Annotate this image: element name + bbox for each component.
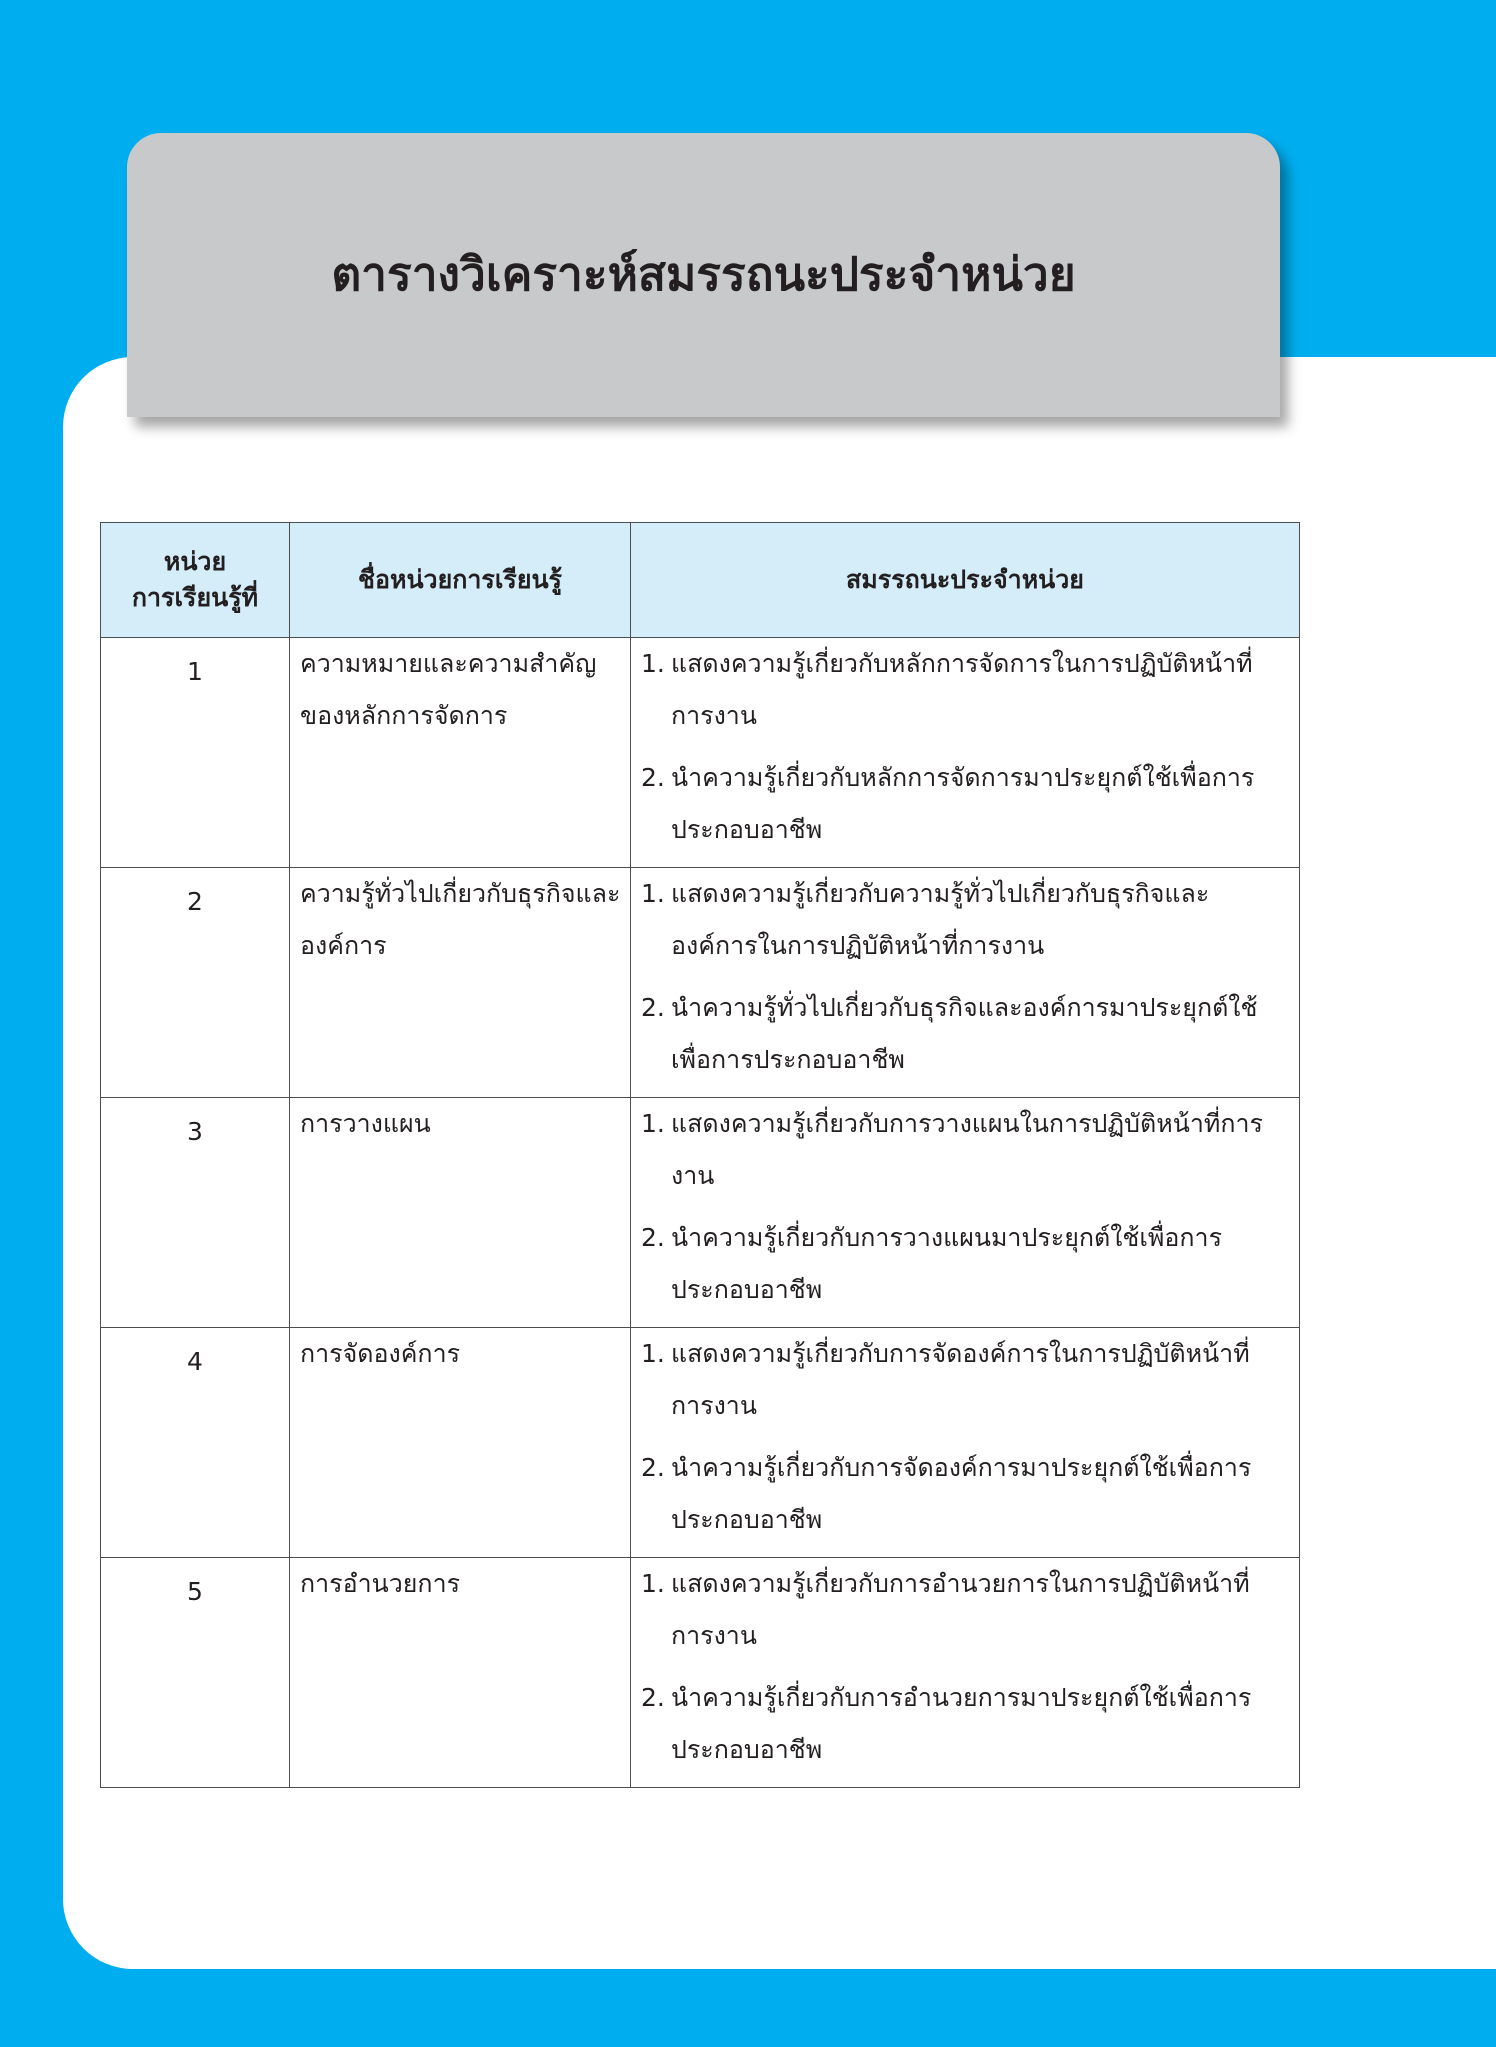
competency-text: แสดงความรู้เกี่ยวกับหลักการจัดการในการปฏิบัติหน้าที่การงาน	[671, 649, 1253, 730]
unit-number: 4	[187, 1347, 203, 1376]
competency-number: 1.	[641, 1569, 665, 1598]
competency-item	[641, 1328, 1291, 1432]
competency-number: 1.	[641, 649, 665, 678]
table-row	[101, 638, 1300, 868]
page-title: ตารางวิเคราะห์สมรรถนะประจำหน่วย	[331, 247, 1076, 301]
competency-table	[100, 522, 1300, 1788]
competency-number: 2.	[641, 1453, 665, 1482]
unit-number: 2	[187, 887, 203, 916]
title-banner	[127, 133, 1280, 417]
table-row	[101, 1098, 1300, 1328]
table-header-row	[101, 523, 1300, 638]
header-unit-no	[101, 523, 290, 638]
header-unit-no-line2: การเรียนรู้ที่	[131, 583, 259, 612]
unit-name-cell: การจัดองค์การ	[290, 1328, 631, 1558]
competency-item	[641, 1558, 1291, 1662]
competency-cell	[631, 1098, 1300, 1328]
unit-number-cell	[101, 1328, 290, 1558]
unit-number-cell	[101, 1558, 290, 1788]
competency-number: 2.	[641, 1683, 665, 1712]
unit-number-cell	[101, 868, 290, 1098]
unit-name-cell: การวางแผน	[290, 1098, 631, 1328]
competency-number: 2.	[641, 763, 665, 792]
competency-item	[641, 752, 1291, 856]
competency-number: 1.	[641, 879, 665, 908]
competency-item	[641, 982, 1291, 1086]
competency-cell	[631, 638, 1300, 868]
competency-item	[641, 1672, 1291, 1776]
competency-item	[641, 1212, 1291, 1316]
competency-text: นำความรู้ทั่วไปเกี่ยวกับธุรกิจและองค์การมาประยุกต์ใช้เพื่อการประกอบอาชีพ	[671, 993, 1258, 1074]
competency-text: แสดงความรู้เกี่ยวกับการจัดองค์การในการปฏิบัติหน้าที่การงาน	[671, 1339, 1250, 1420]
table-row	[101, 1328, 1300, 1558]
competency-cell	[631, 1328, 1300, 1558]
table-row	[101, 868, 1300, 1098]
competency-number: 1.	[641, 1339, 665, 1368]
competency-number: 2.	[641, 993, 665, 1022]
competency-number: 1.	[641, 1109, 665, 1138]
unit-number: 5	[187, 1577, 203, 1606]
header-unit-name: ชื่อหน่วยการเรียนรู้	[290, 523, 631, 638]
header-unit-no-line1: หน่วย	[163, 546, 227, 576]
competency-text: นำความรู้เกี่ยวกับการวางแผนมาประยุกต์ใช้เพื่อการประกอบอาชีพ	[671, 1223, 1223, 1304]
competency-text: แสดงความรู้เกี่ยวกับความรู้ทั่วไปเกี่ยวกับธุรกิจและองค์การในการปฏิบัติหน้าที่การงาน	[671, 879, 1210, 960]
unit-number-cell	[101, 1098, 290, 1328]
competency-item	[641, 868, 1291, 972]
unit-number: 3	[187, 1117, 203, 1146]
unit-name-cell: การอำนวยการ	[290, 1558, 631, 1788]
unit-number: 1	[187, 657, 203, 686]
unit-number-cell	[101, 638, 290, 868]
competency-item	[641, 638, 1291, 742]
competency-number: 2.	[641, 1223, 665, 1252]
header-competency: สมรรถนะประจำหน่วย	[631, 523, 1300, 638]
competency-text: แสดงความรู้เกี่ยวกับการวางแผนในการปฏิบัติหน้าที่การงาน	[671, 1109, 1263, 1190]
competency-cell	[631, 1558, 1300, 1788]
competency-text: นำความรู้เกี่ยวกับหลักการจัดการมาประยุกต์ใช้เพื่อการประกอบอาชีพ	[671, 763, 1255, 844]
unit-name-cell: ความรู้ทั่วไปเกี่ยวกับธุรกิจและองค์การ	[290, 868, 631, 1098]
unit-name-cell: ความหมายและความสำคัญของหลักการจัดการ	[290, 638, 631, 868]
competency-cell	[631, 868, 1300, 1098]
table-row	[101, 1558, 1300, 1788]
competency-text: นำความรู้เกี่ยวกับการจัดองค์การมาประยุกต์ใช้เพื่อการประกอบอาชีพ	[671, 1453, 1252, 1534]
competency-item	[641, 1442, 1291, 1546]
competency-item	[641, 1098, 1291, 1202]
competency-text: นำความรู้เกี่ยวกับการอำนวยการมาประยุกต์ใช้เพื่อการประกอบอาชีพ	[671, 1683, 1252, 1764]
competency-text: แสดงความรู้เกี่ยวกับการอำนวยการในการปฏิบัติหน้าที่การงาน	[671, 1569, 1250, 1650]
